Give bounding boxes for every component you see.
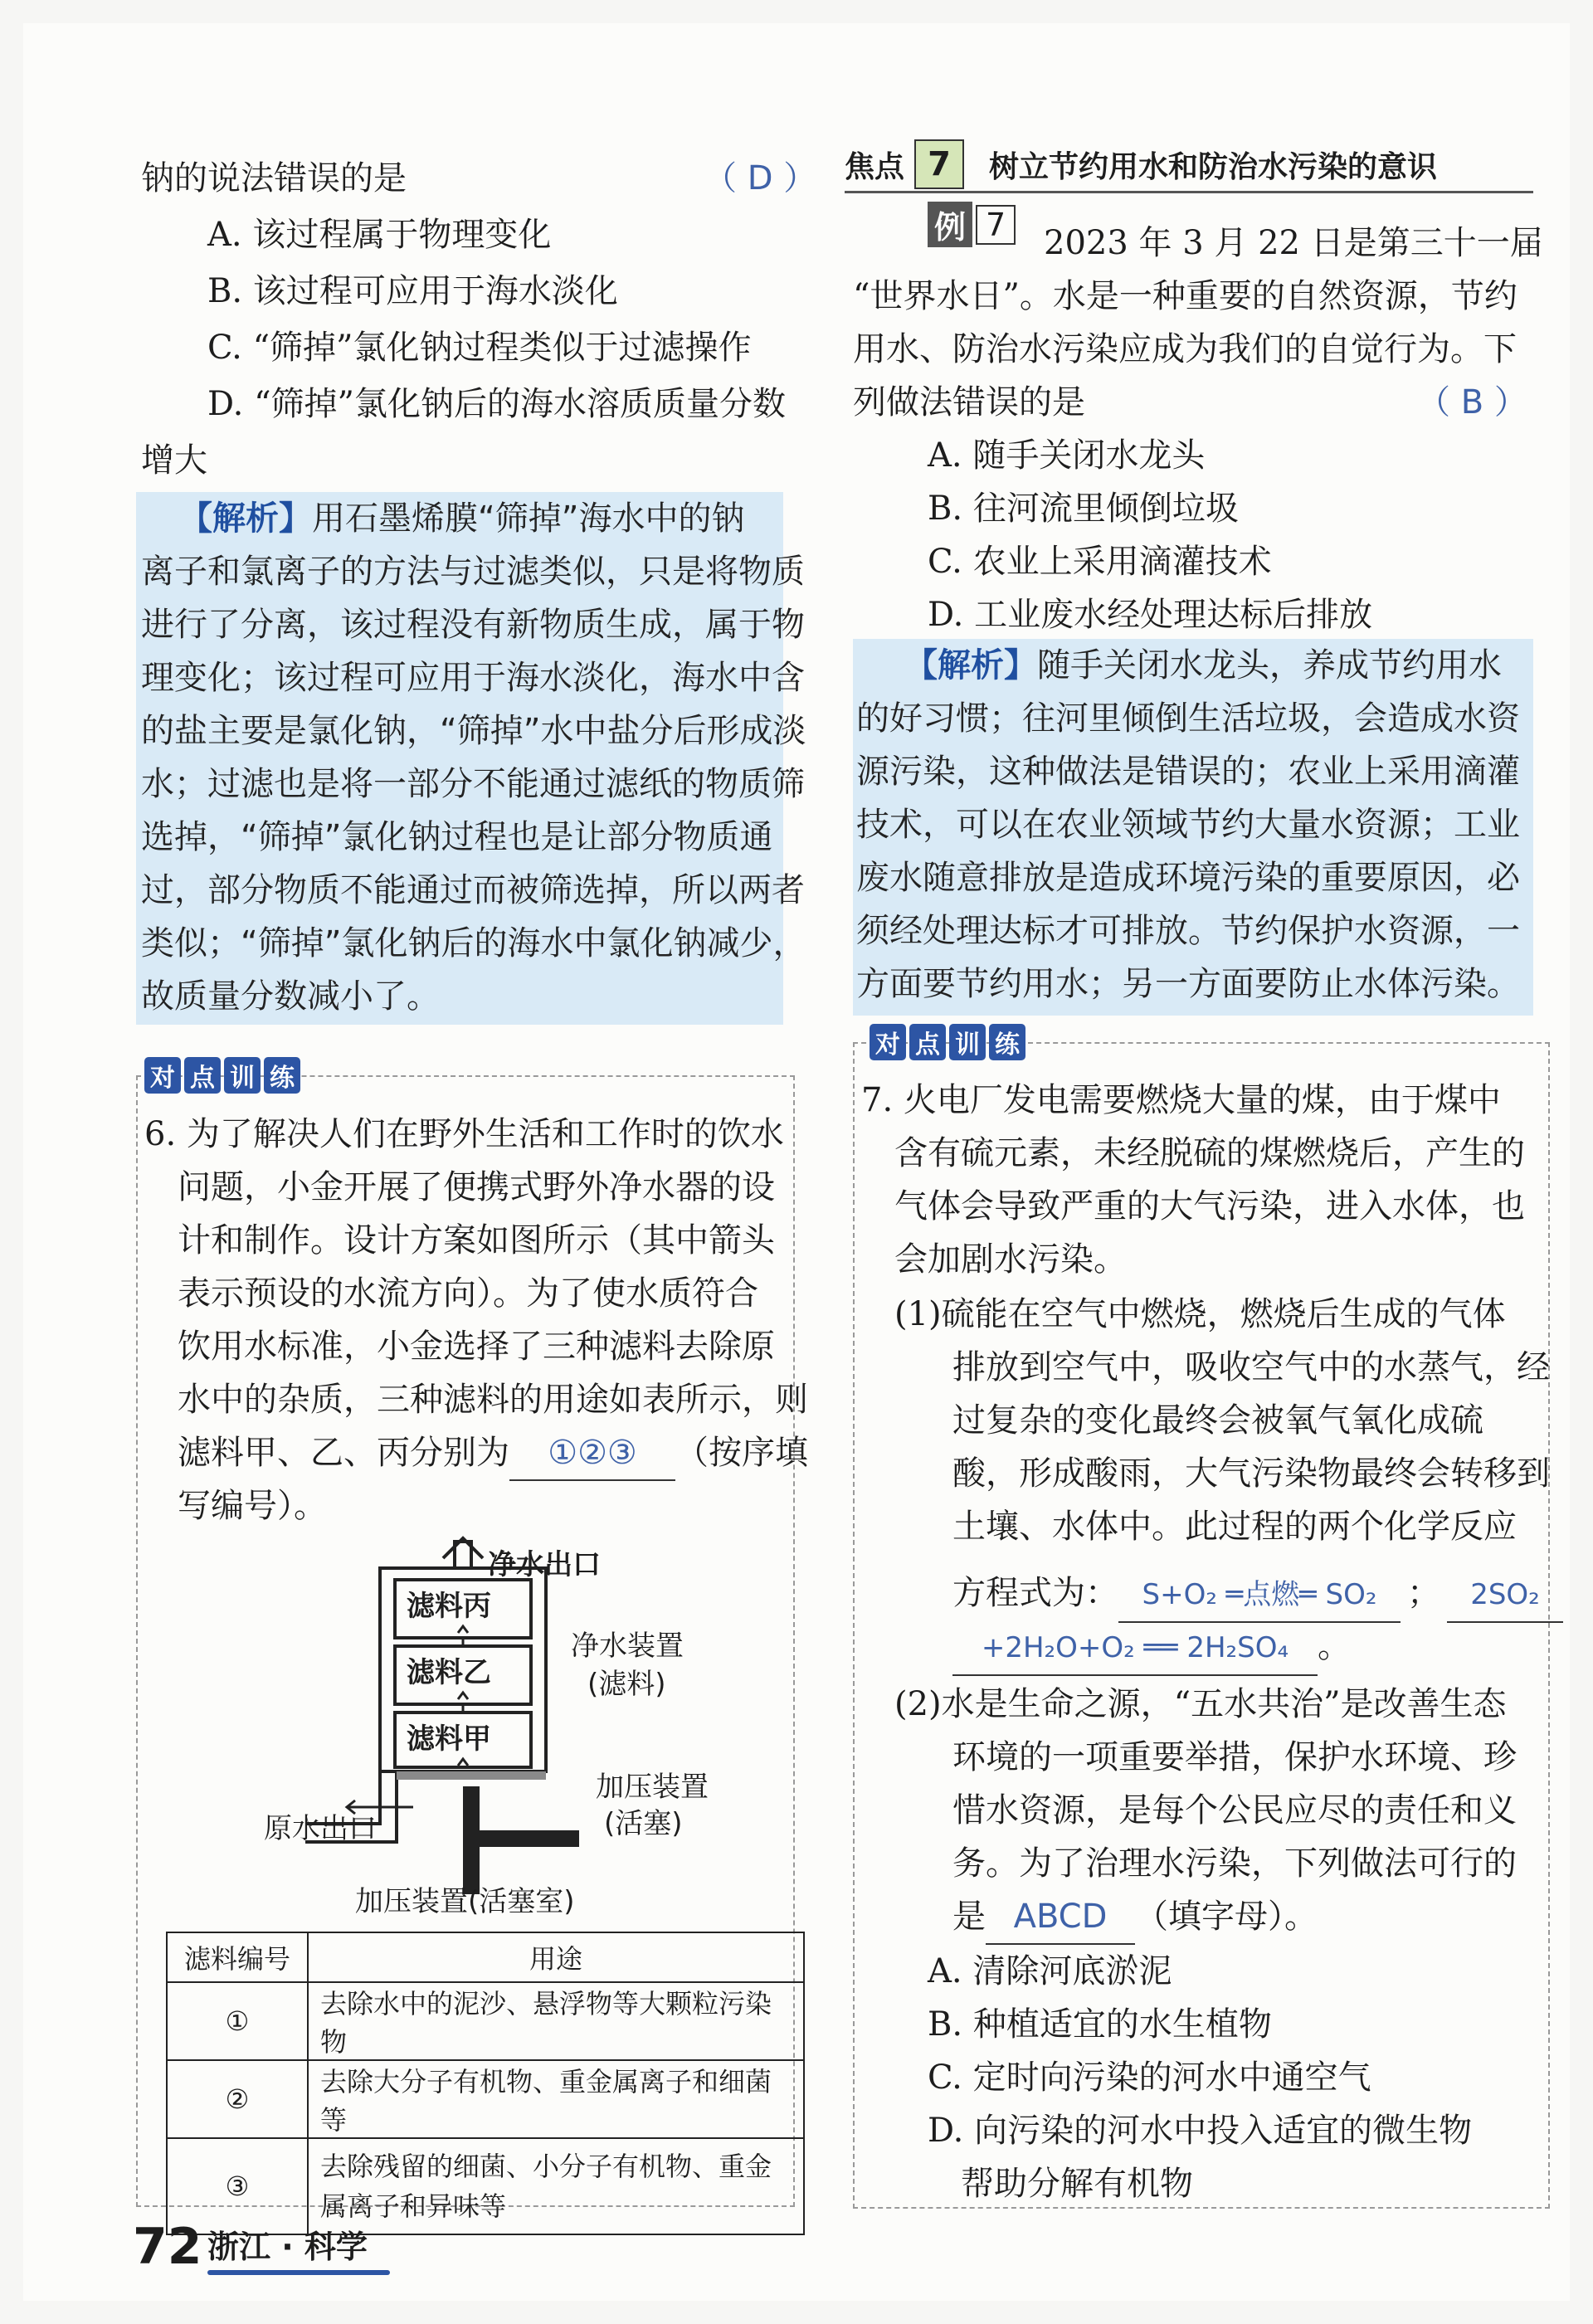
analysis-line: 废水随意排放是造成环境污染的重要原因，必	[856, 859, 1520, 897]
option-b: B. 种植适宜的水生植物	[928, 2005, 1272, 2044]
table-cell: ③	[167, 2138, 308, 2234]
example-line: “世界水日”。水是一种重要的自然资源，节约	[853, 277, 1517, 315]
analysis-line: 水；过滤也是将一部分不能通过滤纸的物质筛	[141, 765, 805, 803]
table-cell: 去除残留的细菌、小分子有机物、重金属离子和异味等	[308, 2138, 804, 2234]
analysis-line: 的盐主要是氯化钠，“筛掉”水中盐分后形成淡	[141, 712, 806, 750]
q7-1-line: 过复杂的变化最终会被氧气氧化成硫	[952, 1401, 1483, 1440]
equation-2-start: 2SO₂	[1447, 1568, 1563, 1623]
page-number: 72	[133, 2218, 202, 2276]
option-a: A. 清除河底淤泥	[928, 1952, 1172, 1990]
option-c: C. “筛掉”氯化钠过程类似于过滤操作	[207, 329, 752, 367]
analysis-label: 【解析】	[179, 499, 312, 538]
q6-answer-blank: ①②③	[509, 1426, 675, 1481]
q7-2-blank-line: 是 ABCD （填字母）。	[952, 1890, 1318, 1945]
badge: 训	[224, 1057, 261, 1094]
equation-2-end: +2H₂O+O₂ ══ 2H₂SO₄	[952, 1621, 1318, 1676]
section-header	[845, 139, 1437, 189]
q6-line: 表示预设的水流方向）。为了使水质符合	[178, 1274, 758, 1313]
page	[23, 23, 1570, 2301]
right-column	[811, 23, 1570, 2301]
section-underline	[845, 191, 1533, 193]
analysis-line: 类似；“筛掉”氯化钠后的海水中氯化钠减少，	[141, 924, 806, 962]
option-c: C. 农业上采用滴灌技术	[928, 543, 1272, 581]
option-d-cont: 帮助分解有机物	[961, 2165, 1193, 2203]
q7-eq-line-2: +2H₂O+O₂ ══ 2H₂SO₄ 。	[952, 1620, 1351, 1676]
q7-1-line: (1)硫能在空气中燃烧，燃烧后生成的气体	[894, 1295, 1506, 1333]
label-layer-a: 滤料甲	[407, 1722, 491, 1756]
analysis-line: 技术，可以在农业领域节约大量水资源；工业	[856, 806, 1520, 844]
left-column	[23, 23, 817, 2301]
analysis-box	[853, 639, 1533, 1016]
q6-line: 饮用水标准，小金选择了三种滤料去除原	[178, 1328, 775, 1366]
label-layer-c: 滤料丙	[407, 1590, 491, 1623]
training-badges	[870, 1022, 1029, 1062]
q7-line: 气体会导致严重的大气污染，进入水体，也	[894, 1187, 1525, 1225]
question-tail: 钠的说法错误的是	[141, 159, 407, 197]
analysis-line: 【解析】用石墨烯膜“筛掉”海水中的钠	[179, 499, 745, 538]
footer-underline	[207, 2270, 390, 2275]
badge: 训	[949, 1024, 986, 1060]
analysis-label: 【解析】	[904, 646, 1037, 685]
example-line: 2023 年 3 月 22 日是第三十一届	[1044, 224, 1543, 262]
label-press-sub: (活塞)	[604, 1807, 683, 1840]
table-header: 滤料编号	[167, 1932, 308, 1982]
analysis-line: 选掉，“筛掉”氯化钠过程也是让部分物质通	[141, 818, 773, 856]
analysis-line: 过，部分物质不能通过而被筛选掉，所以两者	[141, 871, 805, 909]
filter-table	[166, 1932, 805, 2235]
q7-1-line: 土壤、水体中。此过程的两个化学反应	[952, 1508, 1517, 1546]
analysis-line: 进行了分离，该过程没有新物质生成，属于物	[141, 606, 805, 644]
analysis-line: 理变化；该过程可应用于海水淡化，海水中含	[141, 659, 805, 697]
example-answer: （ B ）	[1417, 383, 1527, 421]
table-header: 用途	[308, 1932, 804, 1982]
q7-1-line: 排放到空气中，吸收空气中的水蒸气，经	[952, 1348, 1550, 1386]
q7-2-line: 环境的一项重要举措，保护水环境、珍	[952, 1738, 1517, 1776]
option-b: B. 往河流里倾倒垃圾	[928, 490, 1239, 528]
badge: 对	[144, 1057, 181, 1094]
analysis-line: 的好习惯；往河里倾倒生活垃圾，会造成水资	[856, 699, 1520, 738]
q7-line: 会加剧水污染。	[894, 1240, 1127, 1279]
example-line: 列做法错误的是	[853, 383, 1085, 421]
q7-2-line: 务。为了治理水污染，下列做法可行的	[952, 1844, 1517, 1883]
section-title: 树立节约用水和防治水污染的意识	[989, 149, 1438, 184]
label-press: 加压装置	[596, 1771, 709, 1804]
badge: 对	[870, 1024, 906, 1060]
label-device-sub: (滤料)	[587, 1668, 666, 1701]
table-cell: ①	[167, 1982, 308, 2060]
badge: 练	[989, 1024, 1025, 1060]
q6-line: 6. 为了解决人们在野外生活和工作时的饮水	[144, 1115, 784, 1153]
q6-line: 问题，小金开展了便携式野外净水器的设	[178, 1168, 775, 1206]
analysis-line: 离子和氯离子的方法与过滤类似，只是将物质	[141, 553, 805, 591]
badge: 点	[909, 1024, 946, 1060]
q6-blank-line: 滤料甲、乙、丙分别为 ①②③ （按序填	[178, 1426, 808, 1481]
option-a: A. 该过程属于物理变化	[207, 216, 552, 254]
analysis-line: 方面要节约用水；另一方面要防止水体污染。	[856, 965, 1520, 1003]
section-label: 焦点	[845, 149, 905, 184]
equation-1: S+O₂ ═点燃═ SO₂	[1118, 1568, 1401, 1623]
series-name: 浙江 · 科学	[207, 2229, 368, 2265]
q7-2-line: (2)水是生命之源，“五水共治”是改善生态	[894, 1685, 1507, 1723]
q7-2-answer-blank: ABCD	[986, 1890, 1135, 1945]
label-clean-outlet: 净水出口	[488, 1548, 601, 1581]
example-line: 用水、防治水污染应成为我们的自觉行为。下	[853, 330, 1517, 368]
q7-2-line: 惜水资源，是每个公民应尽的责任和义	[952, 1791, 1517, 1829]
q7-eq-line: 方程式为： S+O₂ ═点燃═ SO₂ ； 2SO₂	[952, 1566, 1563, 1623]
option-d-cont: 增大	[141, 441, 207, 480]
q7-line: 7. 火电厂发电需要燃烧大量的煤，由于煤中	[861, 1081, 1501, 1119]
option-d: D. “筛掉”氯化钠后的海水溶质质量分数	[207, 385, 786, 423]
label-chamber: 加压装置(活塞室)	[355, 1885, 575, 1918]
option-b: B. 该过程可应用于海水淡化	[207, 272, 618, 310]
analysis-line: 故质量分数减小了。	[141, 977, 440, 1016]
table-cell: 去除水中的泥沙、悬浮物等大颗粒污染物	[308, 1982, 804, 2060]
option-c: C. 定时向污染的河水中通空气	[928, 2058, 1371, 2097]
label-raw-outlet: 原水出口	[264, 1812, 377, 1845]
option-d: D. 工业废水经处理达标后排放	[928, 596, 1373, 634]
q7-line: 含有硫元素，未经脱硫的煤燃烧后，产生的	[894, 1134, 1525, 1172]
example-header	[928, 202, 1016, 247]
example-number: 7	[976, 205, 1016, 245]
option-d: D. 向污染的河水中投入适宜的微生物	[928, 2112, 1473, 2150]
option-a: A. 随手关闭水龙头	[928, 436, 1206, 475]
analysis-line: 【解析】随手关闭水龙头，养成节约用水	[904, 646, 1502, 685]
badge: 练	[264, 1057, 300, 1094]
table-cell: ②	[167, 2060, 308, 2138]
q7-1-line: 酸，形成酸雨，大气污染物最终会转移到	[952, 1454, 1550, 1493]
analysis-line: 须经处理达标才可排放。节约保护水资源，一	[856, 912, 1520, 950]
q6-line: 水中的杂质，三种滤料的用途如表所示，则	[178, 1381, 808, 1419]
label-device: 净水装置	[571, 1630, 684, 1663]
analysis-line: 源污染，这种做法是错误的；农业上采用滴灌	[856, 753, 1520, 791]
training-badges	[144, 1055, 304, 1095]
label-layer-b: 滤料乙	[407, 1656, 491, 1689]
section-number: 7	[914, 139, 964, 189]
answer-paren: （ D ）	[704, 159, 817, 197]
badge: 点	[184, 1057, 221, 1094]
table-cell: 去除大分子有机物、重金属离子和细菌等	[308, 2060, 804, 2138]
example-label: 例	[928, 202, 972, 247]
water-purifier-diagram	[264, 1533, 728, 1932]
q6-line: 计和制作。设计方案如图所示（其中箭头	[178, 1221, 775, 1259]
analysis-box	[136, 492, 806, 1025]
q6-line: 写编号）。	[178, 1487, 327, 1525]
